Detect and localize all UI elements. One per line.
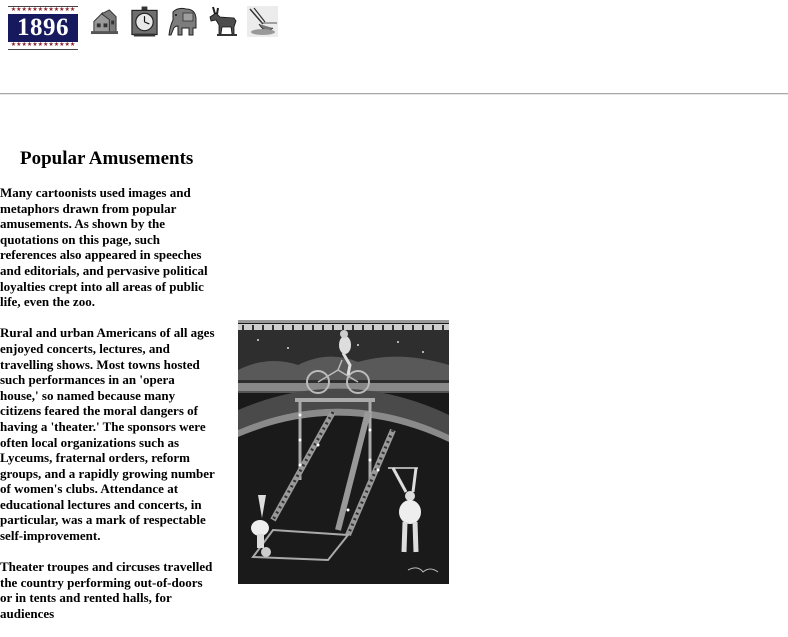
circus-acrobats-illustration [238, 320, 449, 584]
plow-icon [247, 6, 278, 37]
article-body [0, 185, 215, 637]
logo-stars-top: ★★★★★★★★★★★★ [8, 6, 78, 14]
logo-text: 1896 [8, 14, 78, 42]
logo-stars-bottom: ★★★★★★★★★★★★ [8, 42, 78, 50]
circus-acrobats-image [238, 320, 449, 584]
horizontal-rule [0, 93, 788, 95]
paragraph-3: Theater troupes and circuses travelled the country performing out-of-doors or in tents and rented halls, for audiences [0, 559, 213, 622]
plow-icon-link[interactable] [247, 6, 278, 37]
house-icon-link[interactable] [90, 8, 119, 35]
paragraph-2: Rural and urban Americans of all ages enjoyed concerts, lectures, and travelling shows. Most towns hosted such performances in an 'opera house,' so named because many citizens feared the moral dangers of having a 'theater.' The sponsors were often local organizations such as Lyceums, fraternal orders, reform groups, and a rapidly growing number of women's clubs. Attendance at educational lectures and concerts, in particular, was a mark of respectable self-improvement. [0, 325, 215, 544]
clock-icon-link[interactable] [130, 6, 159, 37]
clock-icon [130, 6, 159, 37]
paragraph-1: Many cartoonists used images and metaphors drawn from popular amusements. As shown by the quotations on this page, such references also appeared in speeches and editorials, and pervasive political loyalties crept into all areas of public life, even the zoo. [0, 185, 208, 310]
elephant-icon [168, 6, 199, 37]
elephant-icon-link[interactable] [168, 6, 199, 37]
logo-1896-home-link[interactable] [8, 6, 78, 50]
top-navigation [0, 0, 788, 60]
donkey-icon [208, 7, 239, 37]
page-title: Popular Amusements [20, 148, 194, 169]
house-icon [90, 8, 119, 35]
donkey-icon-link[interactable] [208, 7, 239, 37]
